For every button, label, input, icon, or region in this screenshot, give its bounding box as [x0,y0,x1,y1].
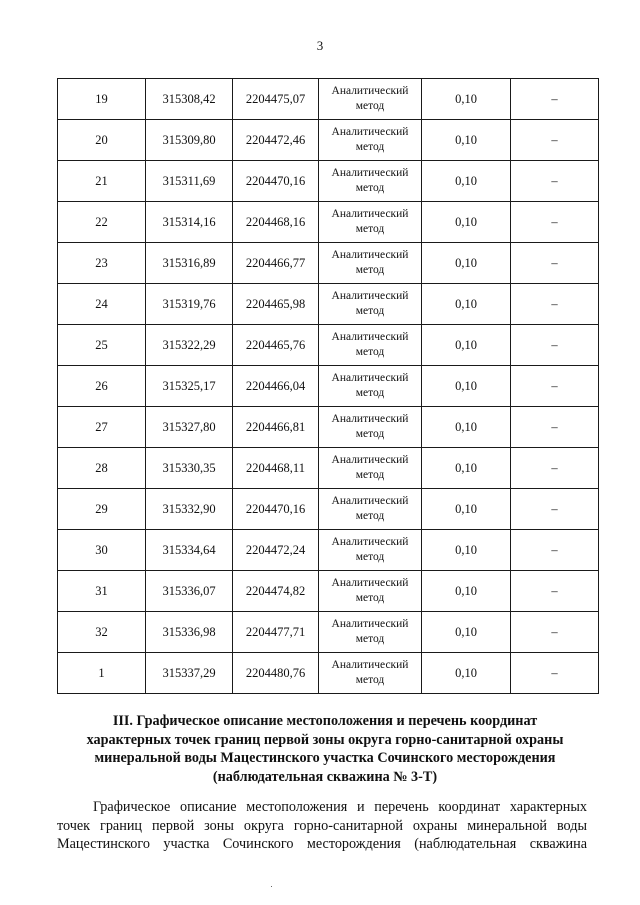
cell-method [319,612,422,653]
cell-point-number: 32 [58,612,146,653]
cell-point-number: 22 [58,202,146,243]
cell-precision: 0,10 [422,653,511,694]
cell-method [319,448,422,489]
cell-method-line: метод [355,141,385,153]
cell-method [319,202,422,243]
cell-precision: 0,10 [422,79,511,120]
cell-method-line: метод [355,428,385,440]
table-row [58,284,599,325]
cell-method-line: Аналитический [331,85,409,97]
cell-method-line: метод [355,305,385,317]
body-paragraph [57,798,587,854]
cell-coordinate-x: 315327,80 [146,407,233,448]
cell-method [319,530,422,571]
section-heading-line: (наблюдательная скважина № 3-Т) [212,768,438,785]
cell-precision: 0,10 [422,120,511,161]
cell-coordinate-x: 315308,42 [146,79,233,120]
cell-method-line: Аналитический [331,454,409,466]
cell-coordinate-y: 2204474,82 [233,571,319,612]
cell-note: – [511,284,599,325]
cell-note: – [511,325,599,366]
section-heading-line: III. Графическое описание местоположения и перечень координат [112,713,538,729]
cell-coordinate-x: 315314,16 [146,202,233,243]
table-row [58,448,599,489]
cell-method [319,366,422,407]
cell-coordinate-x: 315336,07 [146,571,233,612]
cell-point-number: 31 [58,571,146,612]
cell-precision: 0,10 [422,571,511,612]
cell-precision: 0,10 [422,366,511,407]
cell-note: – [511,571,599,612]
table-row [58,243,599,284]
cell-note: – [511,120,599,161]
cell-point-number: 19 [58,79,146,120]
table-row [58,79,599,120]
cell-coordinate-y: 2204465,98 [233,284,319,325]
cell-point-number: 30 [58,530,146,571]
cell-point-number: 1 [58,653,146,694]
cell-method-line: Аналитический [331,249,409,261]
cell-note: – [511,530,599,571]
cell-coordinate-y: 2204466,77 [233,243,319,284]
cell-coordinate-x: 315330,35 [146,448,233,489]
cell-method-line: Аналитический [331,577,409,589]
table-row [58,325,599,366]
cell-method-line: Аналитический [331,208,409,220]
cell-method-line: метод [355,510,385,522]
cell-method-line: Аналитический [331,413,409,425]
cell-precision: 0,10 [422,407,511,448]
cell-method-line: Аналитический [331,331,409,343]
table-row [58,489,599,530]
cell-precision: 0,10 [422,489,511,530]
cell-note: – [511,202,599,243]
cell-precision: 0,10 [422,284,511,325]
table-row [58,366,599,407]
cell-point-number: 26 [58,366,146,407]
table-row [58,161,599,202]
cell-method-line: Аналитический [331,290,409,302]
table-row [58,530,599,571]
cell-precision: 0,10 [422,325,511,366]
cell-method-line: Аналитический [331,618,409,630]
cell-method-line: метод [355,469,385,481]
cell-coordinate-y: 2204477,71 [233,612,319,653]
table-row [58,407,599,448]
cell-coordinate-x: 315332,90 [146,489,233,530]
cell-method-line: Аналитический [331,167,409,179]
table-row [58,202,599,243]
table-row [58,612,599,653]
cell-precision: 0,10 [422,202,511,243]
cell-coordinate-y: 2204468,11 [233,448,319,489]
cell-coordinate-x: 315311,69 [146,161,233,202]
cell-method-line: метод [355,100,385,112]
cell-coordinate-x: 315337,29 [146,653,233,694]
cell-point-number: 23 [58,243,146,284]
cell-method-line: метод [355,387,385,399]
cell-coordinate-y: 2204472,46 [233,120,319,161]
cell-precision: 0,10 [422,612,511,653]
cell-method [319,120,422,161]
cell-method-line: Аналитический [331,536,409,548]
cell-coordinate-x: 315336,98 [146,612,233,653]
cell-coordinate-y: 2204472,24 [233,530,319,571]
cell-precision: 0,10 [422,448,511,489]
cell-point-number: 25 [58,325,146,366]
cell-method [319,243,422,284]
body-paragraph-line: Мацестинского участка Сочинского месторождения (наблюдательная скважина [57,836,587,853]
cell-coordinate-y: 2204466,81 [233,407,319,448]
cell-coordinate-x: 315319,76 [146,284,233,325]
cell-method-line: метод [355,633,385,645]
table-row [58,653,599,694]
cell-coordinate-x: 315322,29 [146,325,233,366]
cell-coordinate-x: 315309,80 [146,120,233,161]
page-number: 3 [316,38,324,53]
cell-note: – [511,612,599,653]
cell-method-line: Аналитический [331,372,409,384]
cell-coordinate-y: 2204465,76 [233,325,319,366]
cell-precision: 0,10 [422,530,511,571]
cell-point-number: 27 [58,407,146,448]
cell-note: – [511,407,599,448]
table-row [58,120,599,161]
scan-speck [271,886,272,887]
body-paragraph-line: Графическое описание местоположения и перечень координат характерных [93,799,587,815]
body-paragraph-line: точек границ первой зоны округа горно-санитарной охраны минеральной воды [57,817,587,834]
section-heading-line: минеральной воды Мацестинского участка Сочинского месторождения [94,750,556,766]
cell-method-line: метод [355,264,385,276]
cell-note: – [511,243,599,284]
cell-method-line: Аналитический [331,126,409,138]
cell-point-number: 24 [58,284,146,325]
cell-point-number: 28 [58,448,146,489]
cell-note: – [511,366,599,407]
coordinates-table-body [58,79,599,694]
table-row [58,571,599,612]
coordinates-table [57,78,599,694]
cell-note: – [511,489,599,530]
section-heading-line: характерных точек границ первой зоны округа горно-санитарной охраны [86,731,564,748]
cell-method-line: Аналитический [331,659,409,671]
cell-point-number: 21 [58,161,146,202]
cell-note: – [511,448,599,489]
cell-method [319,284,422,325]
cell-precision: 0,10 [422,243,511,284]
section-heading [60,712,590,786]
cell-coordinate-y: 2204470,16 [233,489,319,530]
cell-method-line: метод [355,592,385,604]
cell-coordinate-y: 2204466,04 [233,366,319,407]
cell-method-line: метод [355,223,385,235]
cell-method-line: метод [355,346,385,358]
cell-note: – [511,161,599,202]
cell-point-number: 29 [58,489,146,530]
cell-precision: 0,10 [422,161,511,202]
cell-coordinate-y: 2204475,07 [233,79,319,120]
cell-point-number: 20 [58,120,146,161]
cell-coordinate-y: 2204480,76 [233,653,319,694]
cell-method-line: Аналитический [331,495,409,507]
cell-method-line: метод [355,674,385,686]
cell-method-line: метод [355,182,385,194]
cell-coordinate-x: 315325,17 [146,366,233,407]
cell-coordinate-x: 315334,64 [146,530,233,571]
cell-method [319,653,422,694]
cell-coordinate-y: 2204468,16 [233,202,319,243]
cell-method [319,325,422,366]
cell-method [319,79,422,120]
cell-note: – [511,79,599,120]
cell-method [319,489,422,530]
cell-note: – [511,653,599,694]
cell-method [319,571,422,612]
cell-method [319,407,422,448]
cell-method [319,161,422,202]
cell-coordinate-y: 2204470,16 [233,161,319,202]
cell-method-line: метод [355,551,385,563]
cell-coordinate-x: 315316,89 [146,243,233,284]
